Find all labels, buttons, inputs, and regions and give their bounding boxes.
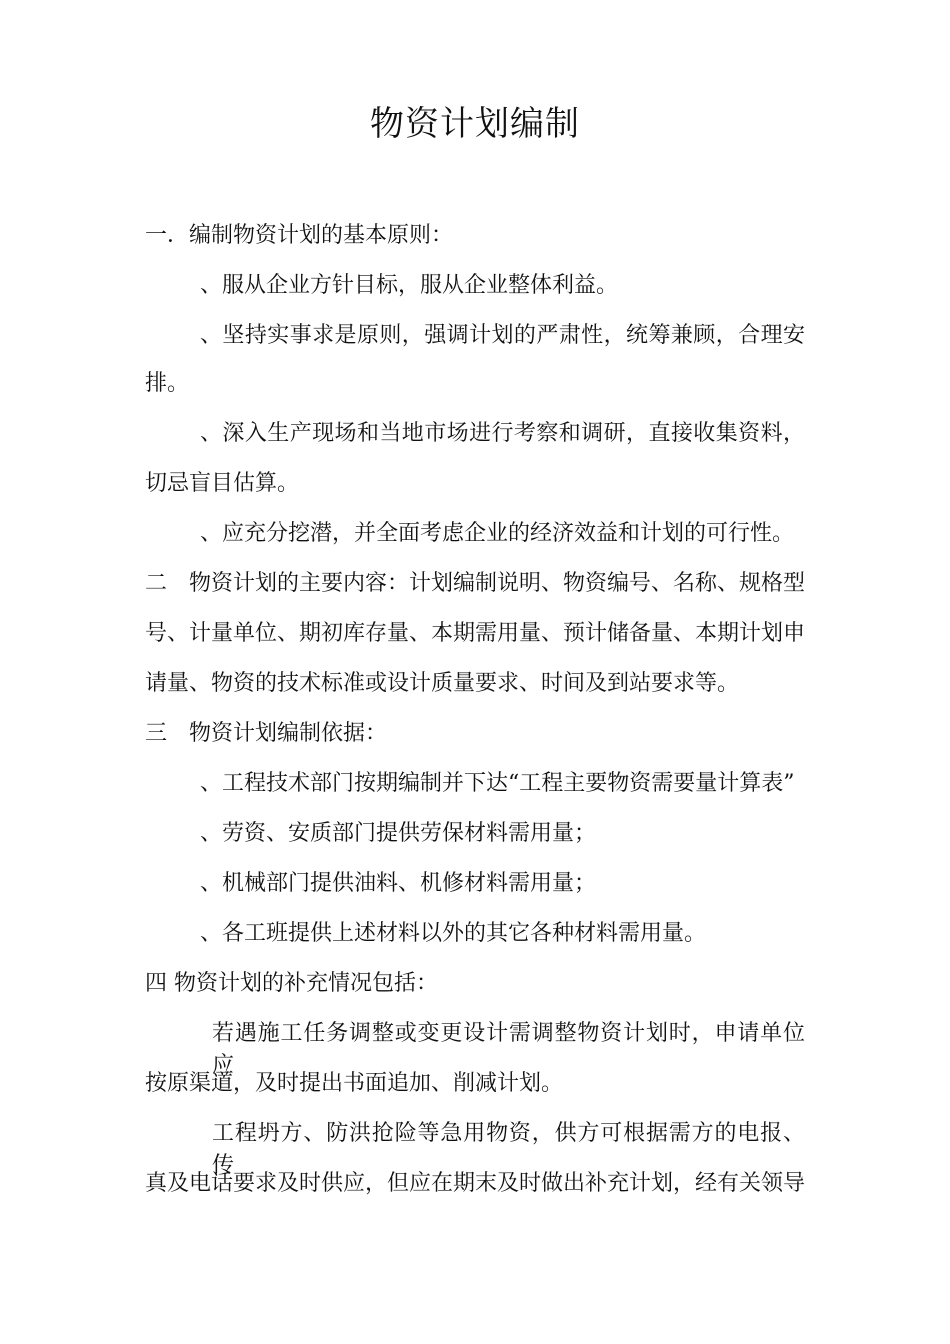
paragraph-line: 切忌盲目估算。 xyxy=(145,471,300,496)
paragraph-line: 真及电话要求及时供应，但应在期末及时做出补充计划，经有关领导 xyxy=(145,1171,806,1196)
paragraph-line: 、应充分挖潜，并全面考虑企业的经济效益和计划的可行性。 xyxy=(200,521,795,546)
paragraph-line: 、坚持实事求是原则，强调计划的严肃性，统筹兼顾，合理安 xyxy=(200,323,805,348)
section-heading-2: 二 物资计划的主要内容：计划编制说明、物资编号、名称、规格型 xyxy=(145,571,806,596)
paragraph-line: 号、计量单位、期初库存量、本期需用量、预计储备量、本期计划申 xyxy=(145,621,806,646)
section-heading-4: 四 物资计划的补充情况包括： xyxy=(145,971,438,996)
paragraph-line: 、深入生产现场和当地市场进行考察和调研，直接收集资料， xyxy=(200,421,805,446)
paragraph-line: 排。 xyxy=(145,371,190,396)
paragraph-line: 请量、物资的技术标准或设计质量要求、时间及到站要求等。 xyxy=(145,671,740,696)
paragraph-line: 、机械部门提供油料、机修材料需用量； xyxy=(200,871,597,896)
paragraph-line: 、工程技术部门按期编制并下达“工程主要物资需要量计算表” xyxy=(200,771,795,796)
paragraph-line: 按原渠道，及时提出书面追加、削减计划。 xyxy=(145,1071,564,1096)
paragraph-line: 工程坍方、防洪抢险等急用物资，供方可根据需方的电报、传 xyxy=(212,1121,805,1178)
paragraph-line: 、各工班提供上述材料以外的其它各种材料需用量。 xyxy=(200,921,707,946)
paragraph-line: 、劳资、安质部门提供劳保材料需用量； xyxy=(200,821,597,846)
document-title: 物资计划编制 xyxy=(370,104,580,144)
section-heading-1: 一．编制物资计划的基本原则： xyxy=(145,223,454,248)
paragraph-line: 、服从企业方针目标，服从企业整体利益。 xyxy=(200,273,619,298)
section-heading-3: 三 物资计划编制依据： xyxy=(145,721,388,746)
paragraph-line: 若遇施工任务调整或变更设计需调整物资计划时，申请单位应 xyxy=(212,1021,805,1078)
